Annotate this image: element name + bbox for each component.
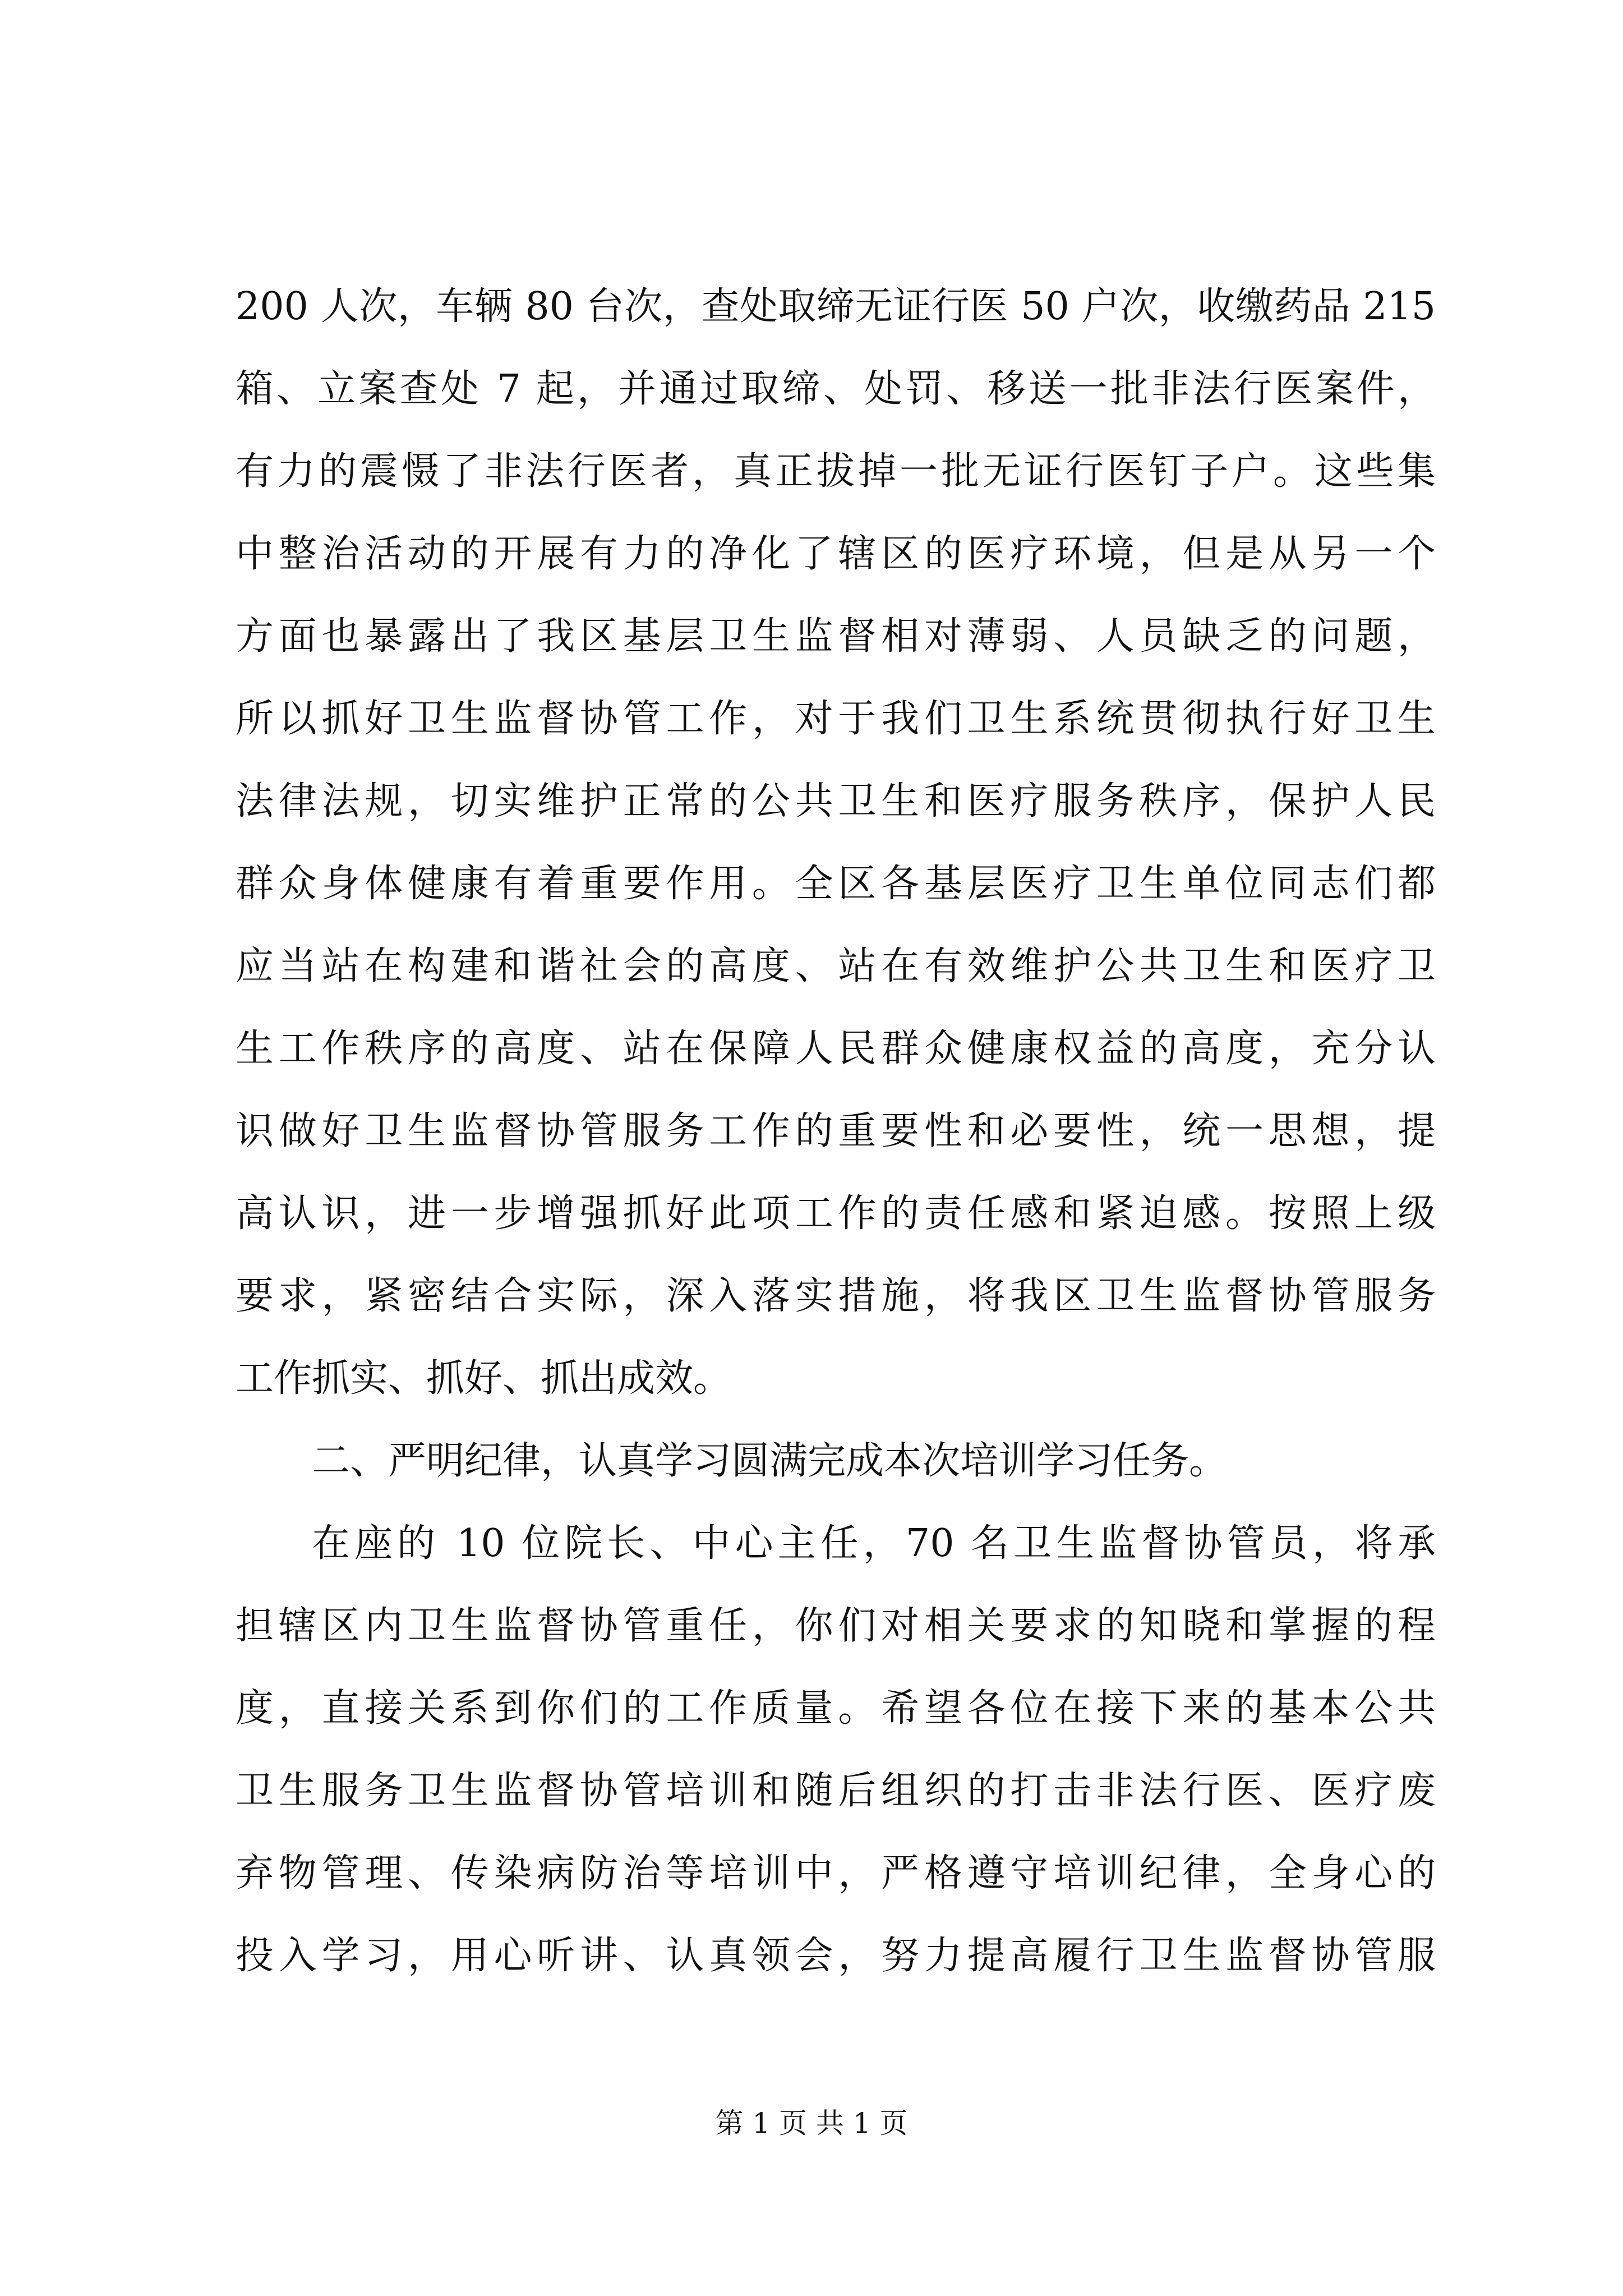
text-line: 高认识，进一步增强抓好此项工作的责任感和紧迫感。按照上级 — [236, 1191, 1436, 1236]
text-line: 识做好卫生监督协管服务工作的重要性和必要性，统一思想，提 — [236, 1109, 1436, 1153]
text-line: 方面也暴露出了我区基层卫生监督相对薄弱、人员缺乏的问题， — [236, 614, 1436, 659]
text-line: 箱、立案查处 7 起，并通过取缔、处罚、移送一批非法行医案件， — [236, 367, 1436, 411]
text-line: 有力的震慑了非法行医者，真正拔掉一批无证行医钉子户。这些集 — [236, 449, 1436, 494]
text-line: 担辖区内卫生监督协管重任，你们对相关要求的知晓和掌握的程 — [236, 1604, 1436, 1648]
page-footer: 第 1 页 共 1 页 — [715, 2107, 908, 2139]
text-line: 要求，紧密结合实际，深入落实措施，将我区卫生监督协管服务 — [236, 1274, 1436, 1318]
text-line: 法律法规，切实维护正常的公共卫生和医疗服务秩序，保护人民 — [236, 779, 1436, 823]
text-line: 中整治活动的开展有力的净化了辖区的医疗环境，但是从另一个 — [236, 532, 1436, 576]
section-heading: 二、严明纪律，认真学习圆满完成本次培训学习任务。 — [312, 1439, 1228, 1483]
body-text — [236, 265, 1436, 1997]
text-line: 投入学习，用心听讲、认真领会，努力提高履行卫生监督协管服 — [236, 1934, 1436, 1978]
text-line: 卫生服务卫生监督协管培训和随后组织的打击非法行医、医疗废 — [236, 1769, 1436, 1813]
text-line: 在座的 10 位院长、中心主任，70 名卫生监督协管员，将承 — [312, 1521, 1436, 1566]
text-line: 应当站在构建和谐社会的高度、站在有效维护公共卫生和医疗卫 — [236, 944, 1436, 988]
text-line: 所以抓好卫生监督协管工作，对于我们卫生系统贯彻执行好卫生 — [236, 697, 1436, 741]
text-line: 度，直接关系到你们的工作质量。希望各位在接下来的基本公共 — [236, 1686, 1436, 1731]
text-line: 工作抓实、抓好、抓出成效。 — [236, 1356, 732, 1401]
text-line: 群众身体健康有着重要作用。全区各基层医疗卫生单位同志们都 — [236, 862, 1436, 906]
text-line: 弃物管理、传染病防治等培训中，严格遵守培训纪律，全身心的 — [236, 1851, 1436, 1895]
text-line: 生工作秩序的高度、站在保障人民群众健康权益的高度，充分认 — [236, 1027, 1436, 1071]
text-line: 200 人次，车辆 80 台次，查处取缔无证行医 50 户次，收缴药品 215 — [236, 284, 1436, 329]
